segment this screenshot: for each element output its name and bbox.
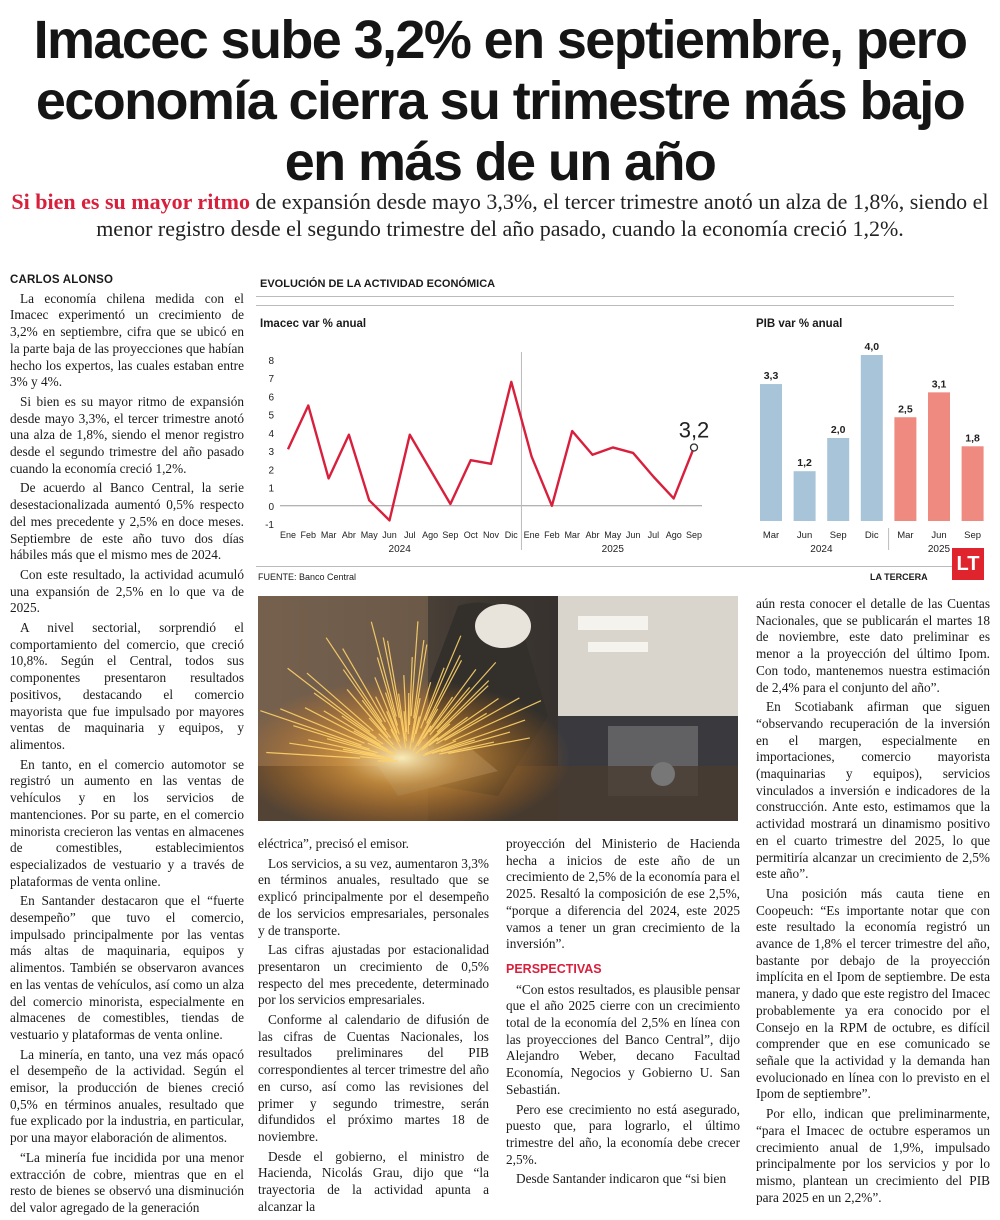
bar: [962, 446, 984, 521]
x-tick-label: Dic: [505, 530, 518, 540]
y-tick-label: 2: [268, 465, 274, 476]
article-column-4: [756, 596, 990, 1209]
x-tick-label: Ago: [422, 530, 438, 540]
bar-value-label: 3,3: [764, 370, 779, 382]
pib-bar-chart: [746, 332, 974, 562]
x-tick-label: Sep: [442, 530, 458, 540]
y-tick-label: -1: [265, 520, 274, 531]
paragraph: Con este resultado, la actividad acumuló una expansión de 2,5% en lo que va de 2025.: [10, 567, 244, 617]
pib-chart-title: PIB var % anual: [756, 318, 842, 330]
x-tick-label: Mar: [763, 530, 779, 541]
x-tick-label: May: [604, 530, 622, 540]
x-tick-label: Dic: [865, 530, 879, 541]
y-tick-label: 0: [268, 502, 274, 513]
divider: [256, 566, 954, 567]
data-point: [691, 444, 698, 451]
bar-value-label: 4,0: [864, 341, 879, 353]
photo-illustration: [258, 596, 738, 821]
bar-value-label: 1,2: [797, 457, 812, 469]
year-label: 2024: [810, 544, 833, 555]
x-tick-label: Abr: [585, 530, 599, 540]
paragraph: Desde Santander indicaron que “si bien: [506, 1171, 740, 1188]
paragraph: “Con estos resultados, es plausible pensar que el año 2025 cierre con un crecimiento total de la economía del 2,5% en línea con las proyecciones del Banco Central”, dijo Alejandro Weber, decano Facultad Economía, Negocios y Gobierno U. San Sebastián.: [506, 982, 740, 1099]
x-tick-label: Ene: [280, 530, 296, 540]
article-photo-welding-sparks: [258, 596, 738, 821]
paragraph: La economía chilena medida con el Imacec experimentó un crecimiento de 3,2% en septiembre, cifra que se ubicó en la parte baja de las proyecciones que habían hecho los expertos, las cuales estaban entre 3% y 4%.: [10, 291, 244, 391]
infographic-title: EVOLUCIÓN DE LA ACTIVIDAD ECONÓMICA: [260, 278, 495, 290]
x-tick-label: May: [361, 530, 379, 540]
x-tick-label: Ago: [666, 530, 682, 540]
imacec-line-chart: [256, 332, 726, 562]
bar: [894, 417, 916, 521]
bar-value-label: 2,0: [831, 424, 846, 436]
article-column-1: [10, 272, 244, 1220]
x-tick-label: Nov: [483, 530, 500, 540]
x-tick-label: Mar: [321, 530, 337, 540]
source-note: FUENTE: Banco Central: [258, 572, 356, 582]
bar-value-label: 1,8: [965, 432, 980, 444]
x-tick-label: Mar: [564, 530, 580, 540]
deck: [8, 188, 992, 242]
bar: [760, 384, 782, 521]
imacec-series-line: [288, 382, 694, 520]
x-tick-label: Jun: [382, 530, 397, 540]
deck-lead: Si bien es su mayor ritmo: [11, 189, 250, 214]
bar: [928, 392, 950, 521]
y-tick-label: 7: [268, 374, 274, 385]
paragraph: Por ello, indican que preliminarmente, “para el Imacec de octubre esperamos un crecimiento anual de 1,9%, impulsado principalmente por los servicios y por lo mismo, plantean un crecimiento del PIB para 2025 en un 2,2%”.: [756, 1106, 990, 1206]
section-subhead: PERSPECTIVAS: [506, 961, 740, 978]
paragraph: Si bien es su mayor ritmo de expansión desde mayo 3,3%, el tercer trimestre anotó una alza de 1,8%, siendo el menor registro desde el segundo trimestre del año pasado cuando la economía creció 1,2%.: [10, 394, 244, 478]
paragraph: De acuerdo al Banco Central, la serie desestacionalizada aumentó 0,5% respecto del mes precedente y 2,5% en doce meses. Septiembre de este año tuvo dos días hábiles más que el mismo mes de 2024.: [10, 480, 244, 564]
x-tick-label: Jul: [404, 530, 416, 540]
y-tick-label: 8: [268, 356, 274, 367]
bar: [794, 471, 816, 521]
infographic: [256, 272, 984, 588]
paragraph: La minería, en tanto, una vez más opacó el desempeño de la actividad. Según el emisor, la producción de bienes creció 0,5% en términos anuales, resultado que fue explicado por la industria, en particular, por una mayor elaboración de alimentos.: [10, 1047, 244, 1147]
year-label: 2024: [389, 544, 412, 555]
paragraph: aún resta conocer el detalle de las Cuentas Nacionales, que se publicarán el martes 18 de noviembre, este dato preliminar es menor a la proyección del último Ipom. Con todo, mantenemos nuestra estimación de 2,4% para el conjunto del año”.: [756, 596, 990, 696]
x-tick-label: Feb: [544, 530, 560, 540]
paragraph: Una posición más cauta tiene en Coopeuch: “Es importante notar que con este resultado la economía registró un avance de 1,8% el tercer trimestre del año, bastante por debajo de la proyección implícita en el Ipom de septiembre. De esta manera, y dado que este registro del Imacec probablemente ya era conocido por el Consejo en la RPM de octubre, es difícil comprender que en ese comunicado se señale que la actividad y la demanda han evolucionado en línea con lo previsto en el Ipom de septiembre”.: [756, 886, 990, 1103]
x-tick-label: Jun: [626, 530, 641, 540]
paragraph: En tanto, en el comercio automotor se registró un aumento en las ventas de vehículos y en los servicios de mantenciones. Por su parte, en el comercio minorista crecieron las ventas en almacenes de comestibles, establecimientos especializados de vestuario y a través de plataformas de venta online.: [10, 757, 244, 891]
article-column-2: [258, 836, 489, 1218]
x-tick-label: Mar: [897, 530, 913, 541]
paragraph: proyección del Ministerio de Hacienda hecha a inicios de este año de un crecimiento de 2,5% de la economía para el 2025. Resaltó la composición de ese 2,5%, “porque a diferencia del 2024, este 2025 vamos a tener un gran crecimiento de la inversión”.: [506, 836, 740, 953]
bar-value-label: 2,5: [898, 403, 913, 415]
divider: [256, 305, 954, 306]
paragraph: A nivel sectorial, sorprendió el comportamiento del comercio, que creció 10,8%. Según el Central, todos sus componentes presentaron resultados positivos, destacando el comercio mayorista que fue impulsado por mayores ventas de maquinaria y equipos, y alimentos.: [10, 620, 244, 754]
deck-rest: de expansión desde mayo 3,3%, el tercer trimestre anotó un alza de 1,8%, siendo el menor registro desde el segundo trimestre del año pasado, cuando la economía creció 1,2%.: [96, 189, 988, 241]
year-label: 2025: [928, 544, 951, 555]
paragraph: Los servicios, a su vez, aumentaron 3,3% en términos anuales, resultado que se explicó principalmente por el desempeño de los servicios empresariales, personales y de transporte.: [258, 856, 489, 940]
headline: Imacec sube 3,2% en septiembre, pero economía cierra su trimestre más bajo en más de un año: [20, 10, 980, 193]
x-tick-label: Jun: [797, 530, 812, 541]
paragraph: “La minería fue incidida por una menor extracción de cobre, mientras que en el resto de bienes se observó una disminución del valor agregado de la generación: [10, 1150, 244, 1217]
paragraph: eléctrica”, precisó el emisor.: [258, 836, 489, 853]
brand-name: LA TERCERA: [870, 572, 928, 582]
article-column-3: [506, 836, 740, 1191]
paragraph: Desde el gobierno, el ministro de Hacienda, Nicolás Grau, dijo que “la trayectoria de la actividad apunta a alcanzar la: [258, 1149, 489, 1216]
paragraph: En Santander destacaron que el “fuerte desempeño” que tuvo el comercio, impulsado principalmente por las ventas más altas de maquinaria, equipos y alimentos. También se observaron avances en las ventas de vehículos, así como un alza del comercio minorista, especialmente en almacenes de comestibles, tiendas de vestuario y plataformas de venta online.: [10, 893, 244, 1043]
last-value-label: 3,2: [679, 417, 710, 442]
x-tick-label: Jun: [931, 530, 946, 541]
paragraph: Pero ese crecimiento no está asegurado, puesto que, para lograrlo, el último trimestre del año, la economía debe crecer 2,5%.: [506, 1102, 740, 1169]
y-tick-label: 4: [268, 429, 274, 440]
year-label: 2025: [602, 544, 625, 555]
la-tercera-logo: LT: [952, 548, 984, 580]
x-tick-label: Sep: [830, 530, 847, 541]
x-tick-label: Abr: [342, 530, 356, 540]
x-tick-label: Oct: [464, 530, 479, 540]
paragraph: Las cifras ajustadas por estacionalidad presentaron un crecimiento de 0,5% respecto del mes precedente, determinado por los servicios empresariales.: [258, 942, 489, 1009]
divider: [256, 296, 954, 297]
x-tick-label: Ene: [524, 530, 540, 540]
y-tick-label: 6: [268, 392, 274, 403]
bar: [861, 355, 883, 521]
bar: [827, 438, 849, 521]
x-tick-label: Jul: [648, 530, 660, 540]
imacec-chart-title: Imacec var % anual: [260, 318, 366, 330]
x-tick-label: Sep: [686, 530, 702, 540]
byline: CARLOS ALONSO: [10, 272, 244, 289]
paragraph: En Scotiabank afirman que siguen “observando recuperación de la inversión en el margen, especialmente en importaciones, comercio mayorista (maquinarias y equipos), servicios vinculados a inversión e indicadores de la construcción. Ante esto, estimamos que la actividad mostrará un dinamismo positivo en el cuarto trimestre del 2025, lo que permitiría alcanzar un crecimiento de 2,5% este año”.: [756, 699, 990, 883]
x-tick-label: Feb: [301, 530, 317, 540]
y-tick-label: 5: [268, 411, 274, 422]
bar-value-label: 3,1: [932, 378, 947, 390]
y-tick-label: 1: [268, 484, 274, 495]
x-tick-label: Sep: [964, 530, 981, 541]
paragraph: Conforme al calendario de difusión de las cifras de Cuentas Nacionales, los resultados preliminares del PIB correspondientes al tercer trimestre del año en curso, así como las revisiones del primer y segundo trimestre, serán difundidos el próximo martes 18 de noviembre.: [258, 1012, 489, 1146]
y-tick-label: 3: [268, 447, 274, 458]
